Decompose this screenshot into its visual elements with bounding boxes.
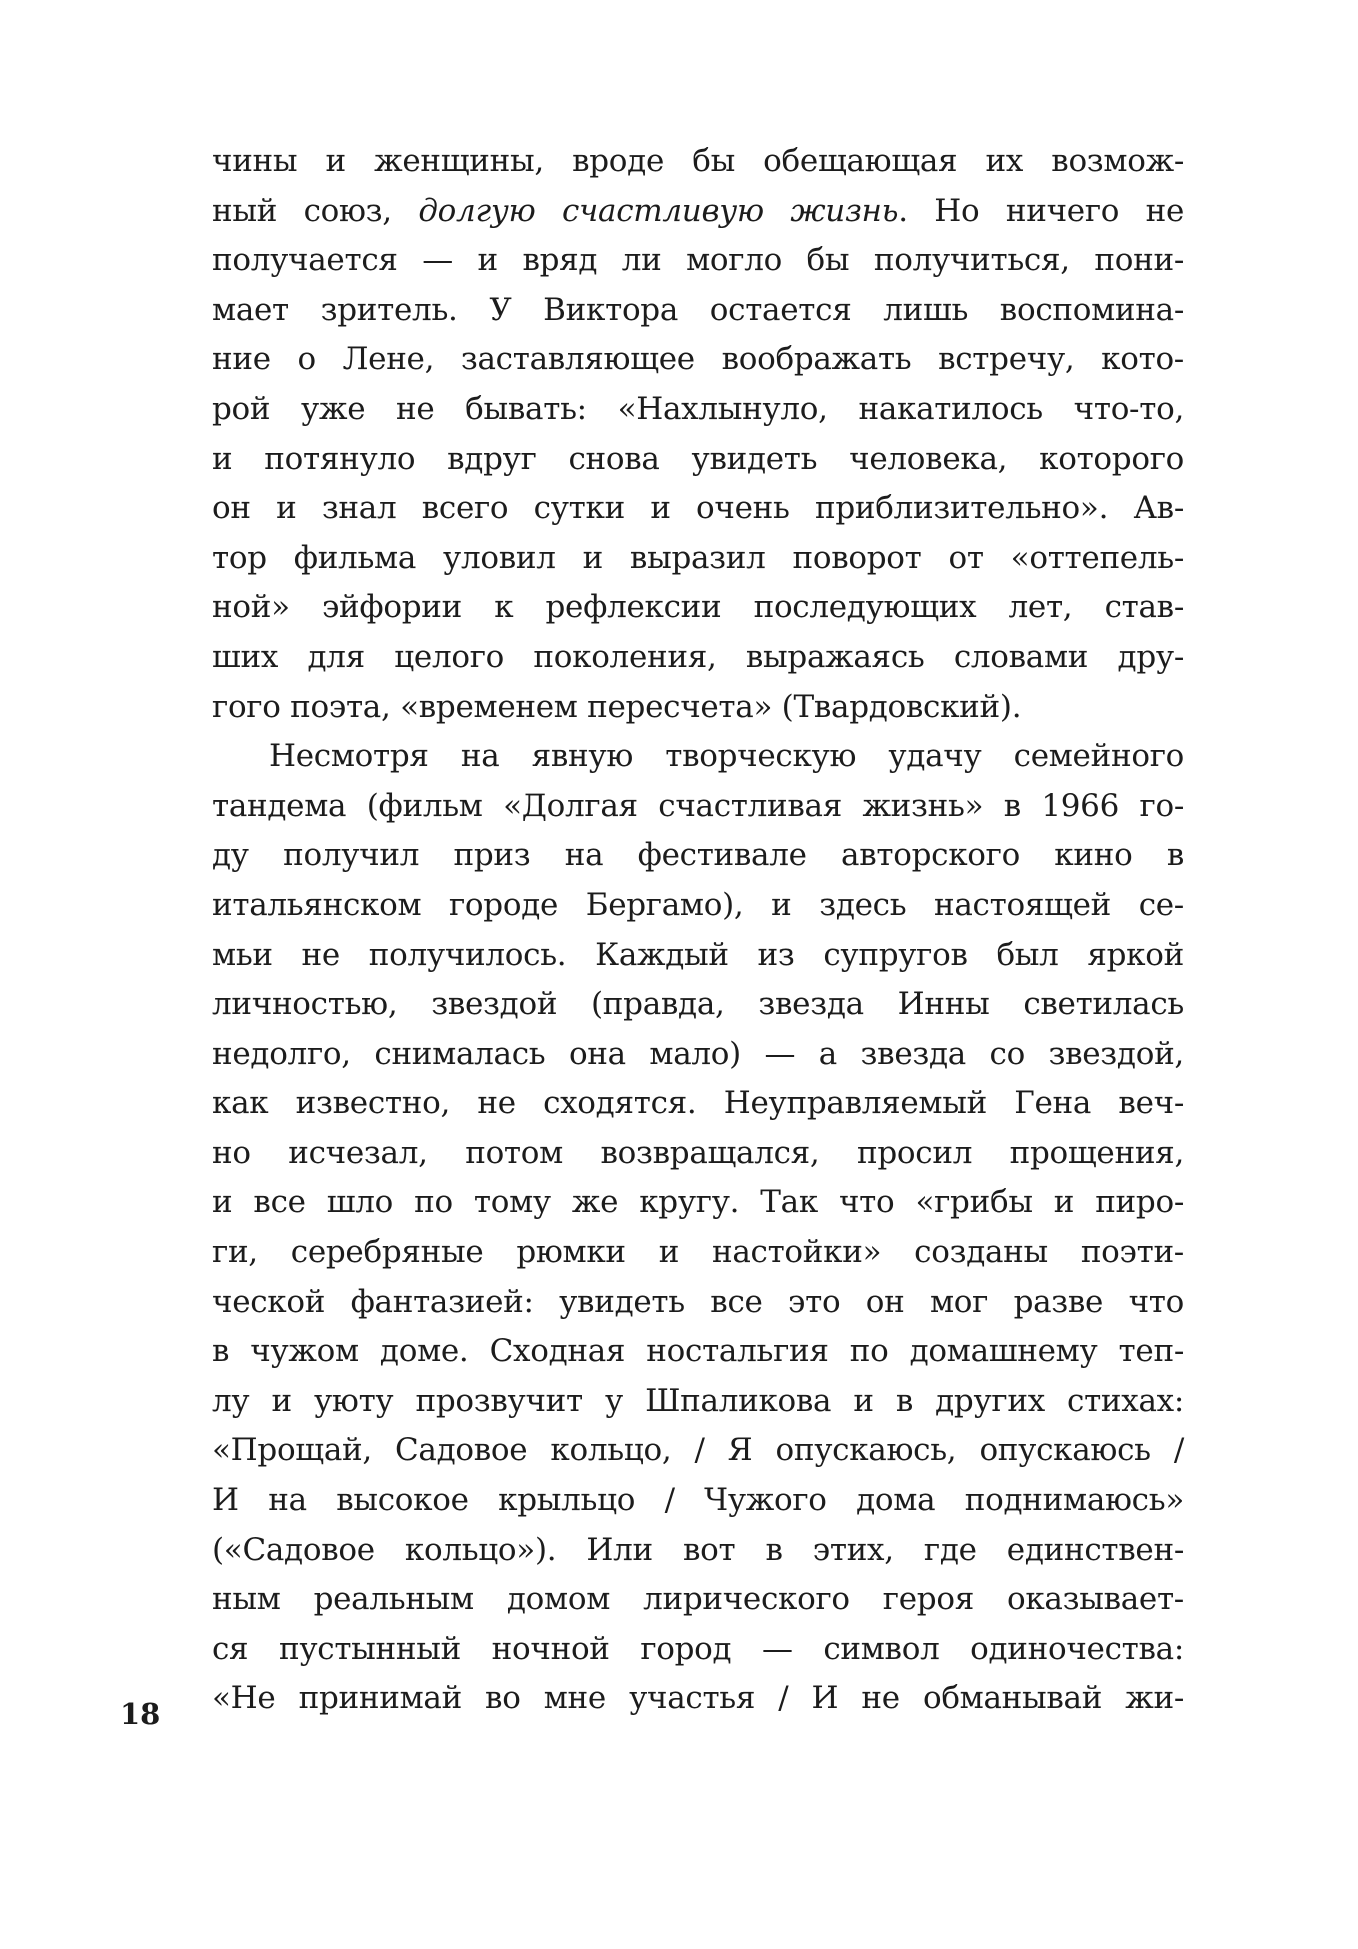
- text-line: он и знал всего сутки и очень приблизительно». Ав-: [212, 490, 1184, 527]
- text-line: личностью, звездой (правда, звезда Инны светилась: [212, 986, 1184, 1023]
- text-line: ный союз, долгую счастливую жизнь. Но ничего не: [212, 192, 1184, 229]
- text-line: ческой фантазией: увидеть все это он мог разве что: [212, 1283, 1184, 1320]
- text-line: и потянуло вдруг снова увидеть человека, которого: [212, 440, 1184, 477]
- page-number: 18: [120, 1697, 161, 1731]
- text-line: недолго, снималась она мало) — а звезда со звездой,: [212, 1035, 1184, 1072]
- text-line: мает зритель. У Виктора остается лишь воспомина-: [212, 291, 1184, 328]
- body-text: [212, 137, 1184, 1724]
- text-line: ду получил приз на фестивале авторского кино в: [212, 837, 1184, 874]
- text-line: ной» эйфории к рефлексии последующих лет, став-: [212, 589, 1184, 626]
- text-line: лу и уюту прозвучит у Шпаликова и в других стихах:: [212, 1382, 1184, 1419]
- text-line: итальянском городе Бергамо), и здесь настоящей се-: [212, 886, 1184, 923]
- text-line: тор фильма уловил и выразил поворот от «оттепель-: [212, 539, 1184, 576]
- text-line: И на высокое крыльцо / Чужого дома поднимаюсь»: [212, 1482, 1184, 1519]
- text-line: получается — и вряд ли могло бы получиться, пони-: [212, 242, 1184, 279]
- text-line: ным реальным домом лирического героя оказывает-: [212, 1581, 1184, 1618]
- text-line: тандема (фильм «Долгая счастливая жизнь» в 1966 го-: [212, 787, 1184, 824]
- text-line: ся пустынный ночной город — символ одиночества:: [212, 1630, 1184, 1667]
- text-line: в чужом доме. Сходная ностальгия по домашнему теп-: [212, 1333, 1184, 1370]
- text-line: рой уже не бывать: «Нахлынуло, накатилось что-то,: [212, 390, 1184, 427]
- italic-phrase: долгую счастливую жизнь: [418, 192, 899, 229]
- text-line: мьи не получилось. Каждый из супругов был яркой: [212, 936, 1184, 973]
- text-line: ших для целого поколения, выражаясь словами дру-: [212, 638, 1184, 675]
- text-line: «Не принимай во мне участья / И не обманывай жи-: [212, 1680, 1184, 1717]
- paragraph-start-line: Несмотря на явную творческую удачу семейного: [269, 738, 1184, 775]
- text-line: «Прощай, Садовое кольцо, / Я опускаюсь, опускаюсь /: [212, 1432, 1184, 1469]
- text-line: но исчезал, потом возвращался, просил прощения,: [212, 1134, 1184, 1171]
- text-line: чины и женщины, вроде бы обещающая их возмож-: [212, 143, 1184, 179]
- paragraph-end-line: гого поэта, «временем пересчета» (Твардовский).: [212, 688, 1022, 725]
- text-line: ги, серебряные рюмки и настойки» созданы поэти-: [212, 1234, 1184, 1271]
- text-line: как известно, не сходятся. Неуправляемый Гена веч-: [212, 1085, 1184, 1122]
- text-line: ние о Лене, заставляющее воображать встречу, кото-: [212, 341, 1184, 378]
- text-line: («Садовое кольцо»). Или вот в этих, где единствен-: [212, 1531, 1184, 1568]
- text-line: и все шло по тому же кругу. Так что «грибы и пиро-: [212, 1184, 1184, 1221]
